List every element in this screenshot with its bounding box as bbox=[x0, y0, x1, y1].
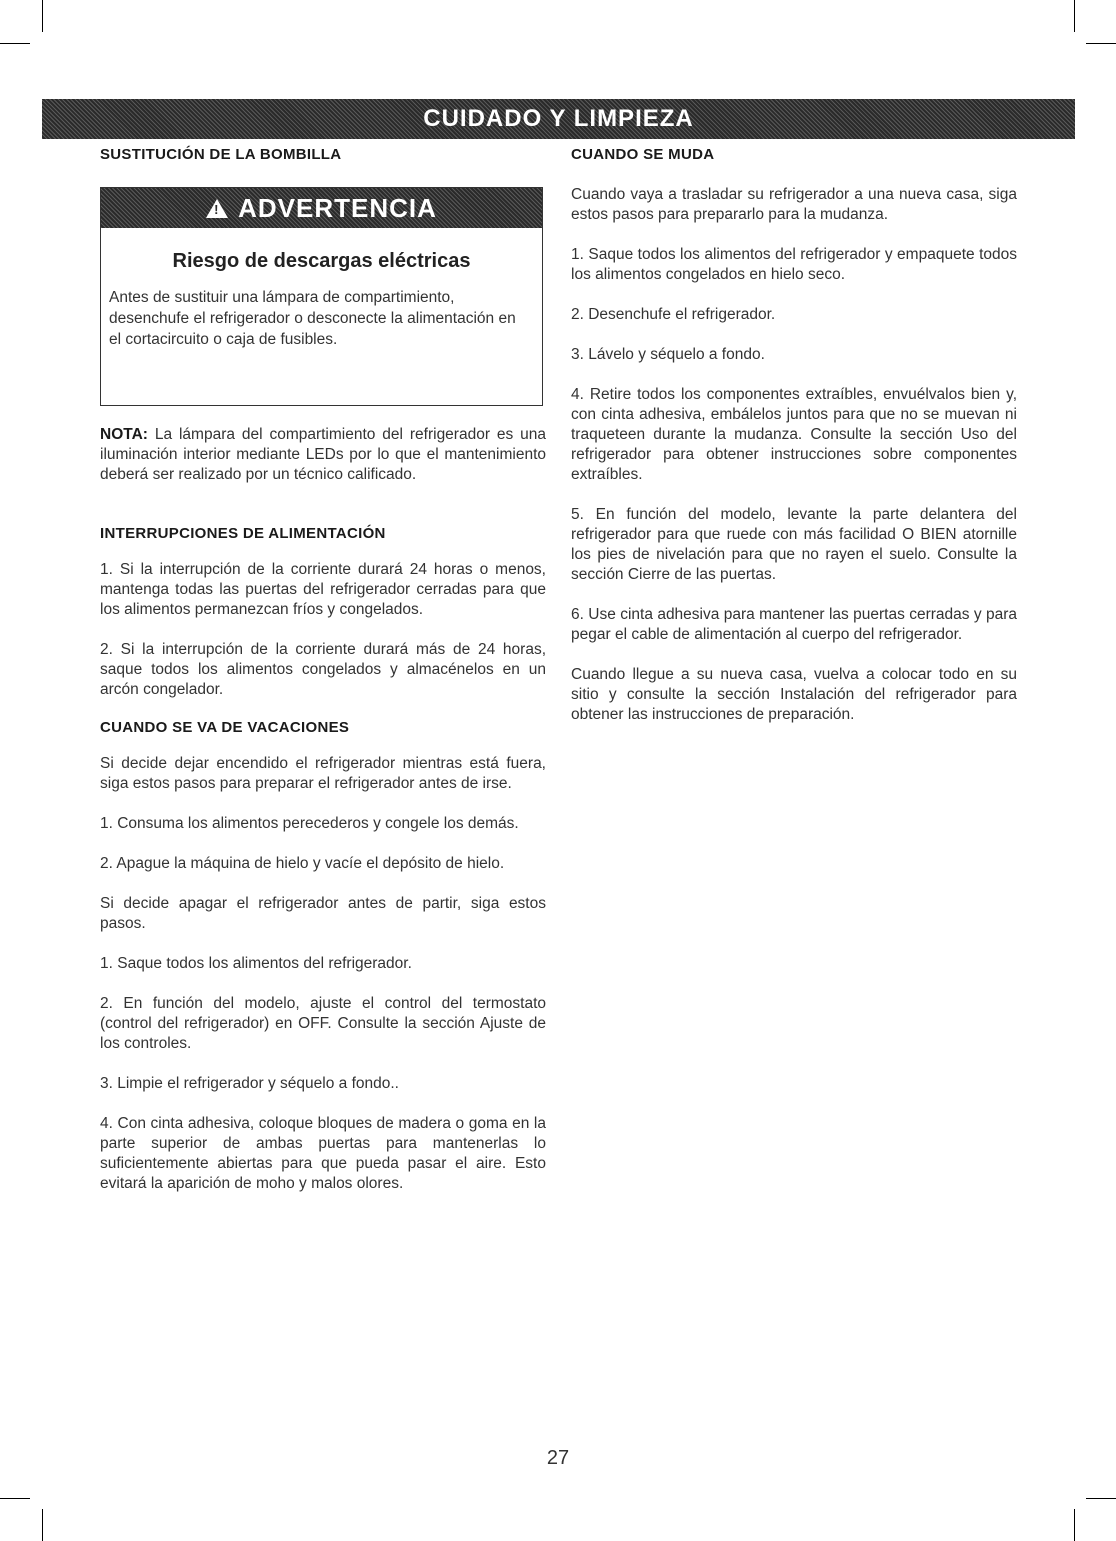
page-number: 27 bbox=[546, 1447, 570, 1469]
crop-mark-bottom-left-v bbox=[42, 1509, 43, 1541]
moving-step-1: 1. Saque todos los alimentos del refrigerador y empaquete todos los alimentos congelados en hielo seco. bbox=[571, 246, 1017, 283]
moving-heading: CUANDO SE MUDA bbox=[571, 146, 715, 163]
warning-text: Antes de sustituir una lámpara de compartimiento, desenchufe el refrigerador o desconecte la alimentación en el cortacircuito o caja de fusibles. bbox=[109, 289, 516, 348]
vacation-off-step-1: 1. Saque todos los alimentos del refrigerador. bbox=[100, 955, 412, 972]
warning-banner bbox=[101, 188, 542, 228]
page-title: CUIDADO Y LIMPIEZA bbox=[423, 105, 694, 132]
vacation-off-step-3: 3. Limpie el refrigerador y séquelo a fondo.. bbox=[100, 1075, 399, 1092]
vacation-step-1: 1. Consuma los alimentos perecederos y congele los demás. bbox=[100, 815, 519, 832]
crop-mark-top-right-h bbox=[1086, 43, 1116, 44]
vacation-off-step-4: 4. Con cinta adhesiva, coloque bloques de madera o goma en la parte superior de ambas puertas para mantenerlas lo suficientemente abiertas para que pueda pasar el aire. Esto evitará la aparición de moho y malos olores. bbox=[100, 1115, 546, 1192]
moving-intro: Cuando vaya a trasladar su refrigerador a una nueva casa, siga estos pasos para prepararlo para la mudanza. bbox=[571, 186, 1017, 223]
crop-mark-bottom-right-v bbox=[1074, 1509, 1075, 1541]
warning-label: ADVERTENCIA bbox=[238, 192, 437, 223]
vacation-off-step-2: 2. En función del modelo, ajuste el control del termostato (control del refrigerador) en OFF. Consulte la sección Ajuste de los controles. bbox=[100, 995, 546, 1052]
crop-mark-top-left-h bbox=[0, 43, 30, 44]
warning-risk-title: Riesgo de descargas eléctricas bbox=[172, 250, 471, 272]
bulb-heading: SUSTITUCIÓN DE LA BOMBILLA bbox=[100, 146, 342, 163]
nota-text: La lámpara del compartimiento del refrigerador es una iluminación interior mediante LEDs por lo que el mantenimiento deberá ser realizado por un técnico calificado. bbox=[100, 426, 547, 483]
crop-mark-top-left-v bbox=[42, 0, 43, 32]
nota-label: NOTA: bbox=[100, 426, 148, 443]
moving-step-5: 5. En función del modelo, levante la parte delantera del refrigerador para que ruede con más facilidad O BIEN atornille los pies de nivelación para que no rayen el suelo. Consulte la sección Cierre de las puertas. bbox=[571, 506, 1017, 583]
nota-paragraph bbox=[100, 425, 546, 485]
power-heading: INTERRUPCIONES DE ALIMENTACIÓN bbox=[100, 525, 386, 542]
right-column bbox=[571, 146, 1017, 725]
crop-mark-bottom-left-h bbox=[0, 1498, 30, 1499]
warning-box bbox=[100, 187, 543, 406]
vacation-intro-2: Si decide apagar el refrigerador antes de partir, siga estos pasos. bbox=[100, 895, 546, 932]
crop-mark-top-right-v bbox=[1074, 0, 1075, 32]
vacation-intro: Si decide dejar encendido el refrigerador mientras está fuera, siga estos pasos para preparar el refrigerador antes de irse. bbox=[100, 755, 546, 792]
vacation-step-2: 2. Apague la máquina de hielo y vacíe el depósito de hielo. bbox=[100, 855, 505, 872]
warning-triangle-icon: ! bbox=[206, 199, 228, 218]
left-column bbox=[100, 146, 546, 1194]
crop-mark-bottom-right-h bbox=[1086, 1498, 1116, 1499]
moving-outro: Cuando llegue a su nueva casa, vuelva a colocar todo en su sitio y consulte la sección Instalación del refrigerador para obtener las instrucciones de preparación. bbox=[571, 666, 1017, 723]
vacation-heading: CUANDO SE VA DE VACACIONES bbox=[100, 719, 350, 736]
moving-step-2: 2. Desenchufe el refrigerador. bbox=[571, 306, 776, 323]
section-banner bbox=[42, 99, 1075, 139]
moving-step-3: 3. Lávelo y séquelo a fondo. bbox=[571, 346, 765, 363]
power-step-2: 2. Si la interrupción de la corriente durará más de 24 horas, saque todos los alimentos congelados y almacénelos en un arcón congelador. bbox=[100, 641, 546, 698]
moving-step-6: 6. Use cinta adhesiva para mantener las puertas cerradas y para pegar el cable de alimentación al cuerpo del refrigerador. bbox=[571, 606, 1017, 643]
moving-step-4: 4. Retire todos los componentes extraíbles, envuélvalos bien y, con cinta adhesiva, embálelos juntos para que no se muevan ni traqueteen durante la mudanza. Consulte la sección Uso del refrigerador para obtener instrucciones sobre componentes extraíbles. bbox=[571, 386, 1017, 483]
power-step-1: 1. Si la interrupción de la corriente durará 24 horas o menos, mantenga todas las puertas del refrigerador cerradas para que los alimentos permanezcan fríos y congelados. bbox=[100, 561, 546, 618]
